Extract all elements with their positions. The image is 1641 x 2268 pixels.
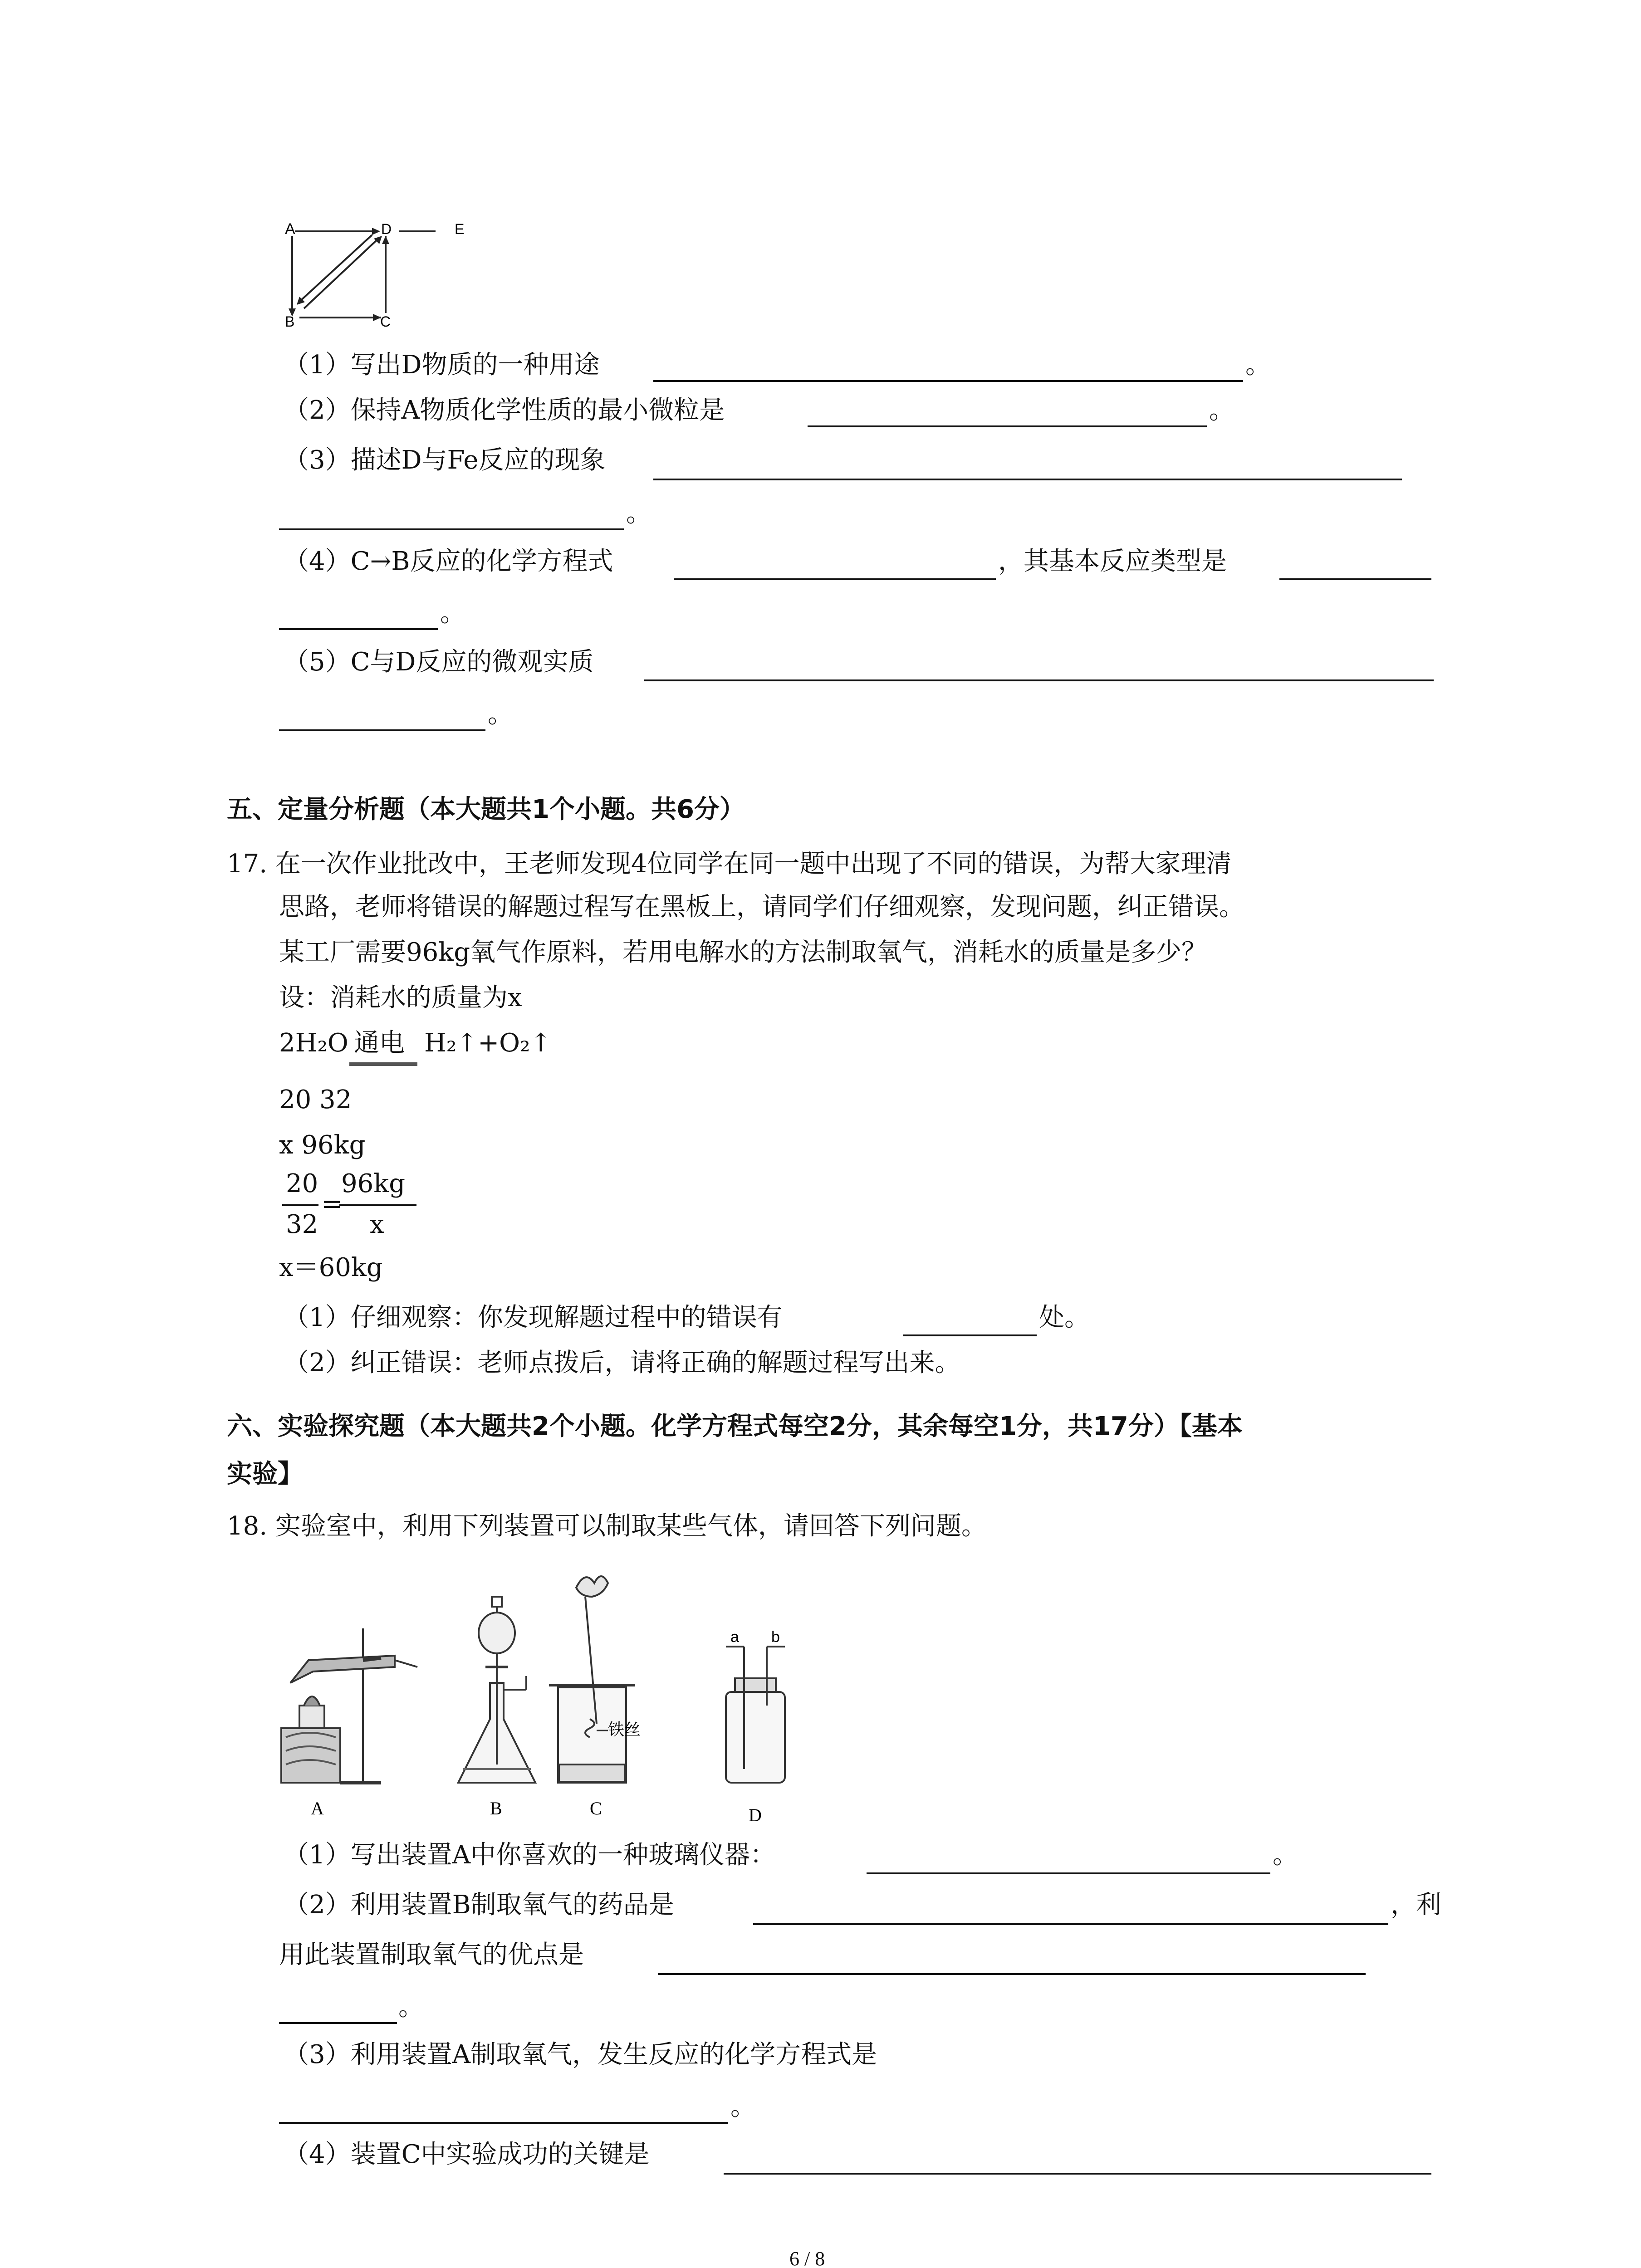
equation-reactant: 2H₂O (279, 1028, 348, 1058)
period: 。 (1245, 350, 1271, 380)
q17-line-3: 某工厂需要96kg氧气作原料，若用电解水的方法制取氧气，消耗水的质量是多少？ (279, 938, 1207, 967)
equation-condition: 通电 (354, 1028, 405, 1058)
period: 。 (1209, 396, 1234, 425)
q16-item-4-type: ，其基本反应类型是 (998, 547, 1227, 576)
q16-item-5: （5）C与D反应的微观实质 (284, 647, 594, 677)
period: 。 (626, 499, 652, 528)
answer-blank-q18-1[interactable] (867, 1872, 1270, 1874)
port-a-label: a (730, 1628, 739, 1646)
fraction-2-numerator: 96kg (341, 1169, 406, 1198)
node-a-label: A (285, 220, 295, 238)
answer-blank-q16-5b[interactable] (279, 729, 485, 731)
answer-blank-q16-4c[interactable] (279, 628, 438, 630)
q16-item-4: （4）C→B反应的化学方程式 (284, 547, 613, 576)
fraction-1-numerator: 20 (286, 1169, 318, 1198)
apparatus-a-label: A (311, 1798, 324, 1818)
fraction-1-denominator: 32 (286, 1210, 318, 1239)
period: 。 (730, 2092, 756, 2121)
port-b-label: b (771, 1628, 780, 1646)
equals-sign: = (321, 1189, 343, 1219)
apparatus-d-label: D (749, 1805, 762, 1825)
lab-apparatus-figure (272, 1569, 862, 1833)
answer-blank-q18-2a[interactable] (753, 1923, 1388, 1925)
q17-sub-1-suffix: 处。 (1039, 1303, 1090, 1332)
answer-blank-q18-3[interactable] (279, 2122, 728, 2124)
period: 。 (440, 598, 465, 628)
section-6-heading-line-1: 六、实验探究题（本大题共2个小题。化学方程式每空2分，其余每空1分，共17分）【基本 (227, 1412, 1243, 1441)
q18-intro: 18. 实验室中，利用下列装置可以制取某些气体，请回答下列问题。 (227, 1511, 987, 1541)
q18-sub-1: （1）写出装置A中你喜欢的一种玻璃仪器： (284, 1840, 776, 1870)
answer-blank-q16-2[interactable] (808, 425, 1207, 427)
fraction-2-bar (339, 1204, 416, 1206)
period: 。 (488, 699, 513, 729)
q17-sub-2: （2）纠正错误：老师点拨后，请将正确的解题过程写出来。 (284, 1348, 960, 1378)
fraction-1-bar (282, 1204, 318, 1206)
answer-blank-q18-4[interactable] (724, 2173, 1431, 2175)
result-line: x＝60kg (279, 1253, 383, 1282)
q16-item-1: （1）写出D物质的一种用途 (284, 350, 600, 380)
period: 。 (398, 1992, 424, 2022)
iron-wire-label: 铁丝 (608, 1721, 641, 1739)
q18-sub-2-cont: 用此装置制取氧气的优点是 (279, 1940, 584, 1970)
equation-products: H₂↑+O₂↑ (424, 1028, 552, 1058)
answer-blank-q16-5a[interactable] (644, 679, 1434, 681)
substance-relation-diagram (277, 218, 522, 336)
relative-masses: 20 32 (279, 1085, 352, 1114)
q17-sub-1: （1）仔细观察：你发现解题过程中的错误有 (284, 1303, 783, 1332)
q16-item-2: （2）保持A物质化学性质的最小微粒是 (284, 396, 725, 425)
q17-set-statement: 设：消耗水的质量为x (279, 983, 522, 1012)
apparatus-c-label: C (590, 1798, 602, 1818)
q17-line-2: 思路，老师将错误的解题过程写在黑板上，请同学们仔细观察，发现问题，纠正错误。 (279, 892, 1244, 922)
q18-sub-2-suffix: ，利 (1391, 1890, 1441, 1920)
answer-blank-q18-2c[interactable] (279, 2022, 397, 2024)
q16-item-3: （3）描述D与Fe反应的现象 (284, 445, 606, 475)
q18-sub-3: （3）利用装置A制取氧气，发生反应的化学方程式是 (284, 2040, 877, 2069)
answer-blank-q16-3a[interactable] (653, 479, 1402, 480)
answer-blank-q18-2b[interactable] (658, 1973, 1366, 1975)
period: 。 (1273, 1840, 1298, 1870)
actual-masses: x 96kg (279, 1130, 366, 1160)
answer-blank-q16-4a[interactable] (674, 578, 996, 580)
page-number: 6 / 8 (789, 2248, 825, 2268)
node-b-label: B (285, 313, 295, 330)
answer-blank-q16-3b[interactable] (279, 528, 624, 530)
answer-blank-q16-1[interactable] (653, 380, 1243, 382)
node-d-label: D (381, 221, 392, 237)
node-c-label: C (380, 313, 391, 330)
equation-arrow-bar (349, 1062, 417, 1066)
node-e-label: E (455, 221, 465, 237)
section-6-heading-line-2: 实验】 (227, 1459, 303, 1489)
answer-blank-q16-4b[interactable] (1279, 578, 1431, 580)
answer-blank-q17-1[interactable] (903, 1334, 1037, 1336)
section-5-heading: 五、定量分析题（本大题共1个小题。共6分） (227, 795, 745, 824)
q18-sub-4: （4）装置C中实验成功的关键是 (284, 2140, 650, 2169)
q17-line-1: 17. 在一次作业批改中，王老师发现4位同学在同一题中出现了不同的错误，为帮大家理清 (227, 849, 1232, 879)
q18-sub-2: （2）利用装置B制取氧气的药品是 (284, 1890, 674, 1920)
fraction-2-denominator: x (370, 1210, 384, 1239)
apparatus-b-label: B (490, 1798, 502, 1818)
